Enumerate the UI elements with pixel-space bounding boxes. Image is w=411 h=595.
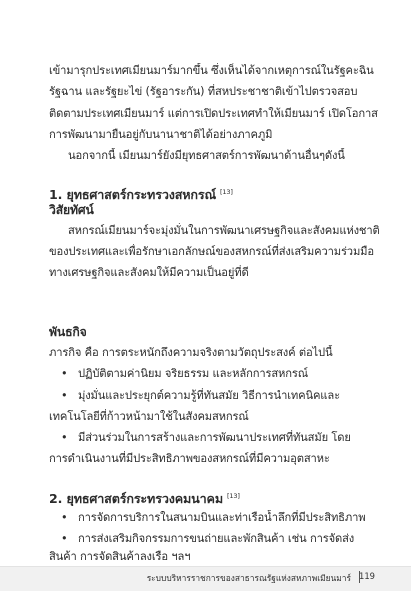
paragraph-line: ติดตามประเทศเมียนมาร์ แต่การเปิดประเทศทำให้เมียนมาร์ เปิดโอกาส xyxy=(49,107,378,120)
paragraph-line: ภารกิจ คือ การตระหนักถึงความจริงตามวัตถุประสงค์ ต่อไปนี้ xyxy=(49,346,333,359)
paragraph-line: รัฐฉาน และรัฐยะไข่ (รัฐอาระกัน) ที่สหประชาชาติเข้าไปตรวจสอบ xyxy=(49,85,358,98)
bullet-glyph: • xyxy=(61,511,68,524)
section-title: 2. ยุทธศาสตร์กระทรวงคมนาคม xyxy=(49,491,223,507)
list-item-text: การส่งเสริมกิจกรรมการขนถ่ายและพักสินค้า เช่น การจัดส่ง xyxy=(78,532,355,545)
mission-heading: พันธกิจ xyxy=(49,325,87,339)
bullet-glyph: • xyxy=(61,389,68,402)
citation-ref: [13] xyxy=(220,188,233,196)
list-item-continuation: สินค้า การจัดสินค้าลงเรือ ฯลฯ xyxy=(49,550,191,563)
paragraph-line: นอกจากนี้ เมียนมาร์ยังมียุทธศาสตร์การพัฒนาด้านอื่นๆดังนี้ xyxy=(68,149,345,162)
section-heading xyxy=(49,489,389,506)
section-title: 1. ยุทธศาสตร์กระทรวงสหกรณ์ xyxy=(49,187,217,203)
list-item-continuation: การดำเนินงานที่มีประสิทธิภาพของสหกรณ์ที่มีความอุตสาหะ xyxy=(49,452,330,465)
paragraph-line: ของประเทศและเพื่อรักษาเอกลักษณ์ของสหกรณ์ที่ส่งเสริมความร่วมมือ xyxy=(49,245,374,258)
page-number: 119 xyxy=(359,571,375,581)
list-item-text: การจัดการบริการในสนามบินและท่าเรือน้ำลึกที่มีประสิทธิภาพ xyxy=(78,511,366,524)
vision-heading: วิสัยทัศน์ xyxy=(49,203,94,217)
page-footer xyxy=(0,566,411,591)
footer-title: ระบบบริหารราชการของสาธารณรัฐแห่งสหภาพเมียนมาร์ xyxy=(146,573,351,583)
paragraph-line: ทางเศรษฐกิจและสังคมให้มีความเป็นอยู่ที่ดี xyxy=(49,266,249,279)
bullet-glyph: • xyxy=(61,431,68,444)
list-item xyxy=(61,430,389,445)
list-item xyxy=(61,388,389,403)
list-item-continuation: เทคโนโลยีที่ก้าวหน้ามาใช้ในสังคมสหกรณ์ xyxy=(49,410,249,423)
bullet-glyph: • xyxy=(61,367,68,380)
list-item xyxy=(61,510,389,525)
list-item-text: มีส่วนร่วมในการสร้างและการพัฒนาประเทศที่ทันสมัย โดย xyxy=(78,431,351,444)
list-item xyxy=(61,531,389,546)
list-item-text: ปฏิบัติตามค่านิยม จริยธรรม และหลักการสหกรณ์ xyxy=(78,367,308,380)
bullet-glyph: • xyxy=(61,532,68,545)
paragraph-line: การพัฒนามายืนอยู่กับนานาชาติได้อย่างภาคภูมิ xyxy=(49,128,273,141)
paragraph-line: เข้ามารุกประเทศเมียนมาร์มากขึ้น ซึ่งเห็นได้จากเหตุการณ์ในรัฐคะฉิน xyxy=(49,64,374,77)
list-item xyxy=(61,366,389,381)
section-heading xyxy=(49,185,389,202)
paragraph-line: สหกรณ์เมียนมาร์จะมุ่งมั่นในการพัฒนาเศรษฐกิจและสังคมแห่งชาติ xyxy=(68,224,380,237)
list-item-text: มุ่งมั่นและประยุกต์ความรู้ที่ทันสมัย วิธีการนำเทคนิคและ xyxy=(78,389,340,402)
citation-ref: [13] xyxy=(226,492,240,500)
